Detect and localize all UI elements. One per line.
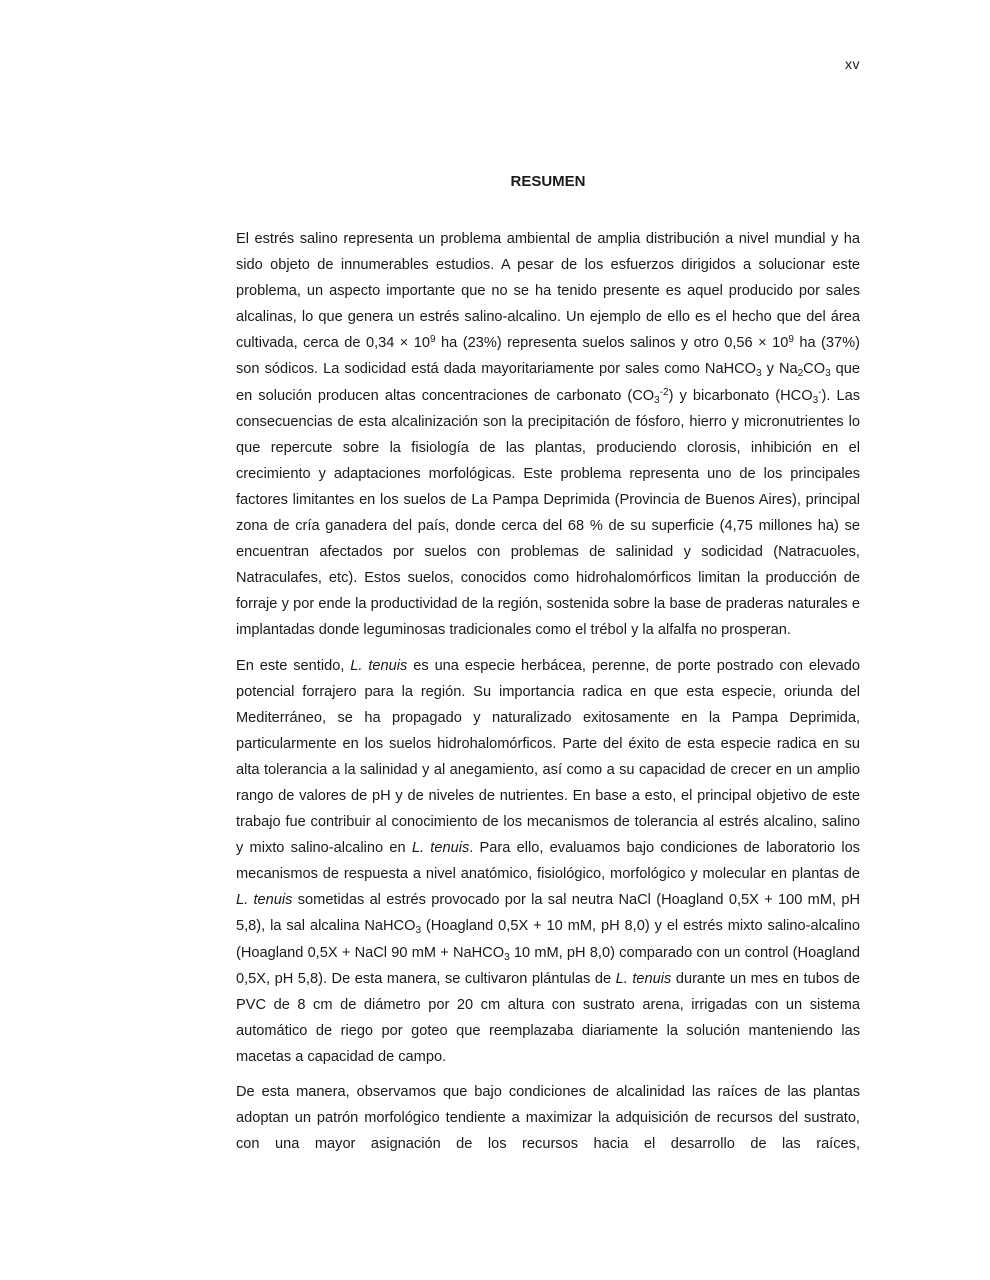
subscript: 2 <box>797 368 804 380</box>
text-run: ha (23%) representa suelos salinos y otro 0,56 × 10 <box>435 335 789 352</box>
paragraph-2 <box>236 653 860 1071</box>
abstract-body <box>236 226 860 1166</box>
species-name: L. tenuis <box>350 657 408 674</box>
paragraph-3 <box>236 1079 860 1157</box>
text-run: CO <box>803 361 826 378</box>
subscript: 3 <box>654 394 660 406</box>
text-run: En este sentido, <box>236 657 351 674</box>
text-run: 10 mM, pH 8,0) comparado con un control (Hoagland 0,5X, pH 5,8). De esta manera, se cultivaron plántulas de <box>236 944 861 987</box>
text-run: durante un mes en tubos de PVC de 8 cm de diámetro por 20 cm altura con sustrato arena, irrigadas con un sistema automático de riego por goteo que reemplazaba diariamente la solución manteniendo las macetas a capacidad de campo. <box>236 970 861 1065</box>
paragraph-1 <box>236 226 860 644</box>
text-run: . Para ello, evaluamos bajo condiciones de laboratorio los mecanismos de respuesta a nivel anatómico, fisiológico, morfológico y molecular en plantas de <box>236 840 860 883</box>
species-name: L. tenuis <box>236 892 293 909</box>
species-name: L. tenuis <box>615 970 672 987</box>
species-name: L. tenuis <box>411 840 470 857</box>
subscript: 3 <box>756 368 762 380</box>
text-run: ) y bicarbonato (HCO <box>668 387 813 404</box>
page-number: xv <box>845 56 860 72</box>
exponent: 9 <box>430 334 436 346</box>
text-run: que en solución producen altas concentraciones de carbonato (CO <box>236 361 861 404</box>
text-run: es una especie herbácea, perenne, de porte postrado con elevado potencial forrajero para la región. Su importancia radica en que esta especie, oriunda del Mediterráneo, se ha propagado y naturalizado exitosamente en la Pampa Deprimida, particularmente en los suelos hidrohalomórficos. Parte del éxito de esta especie radica en su alta tolerancia a la salinidad y al anegamiento, así como a su capacidad de crecer en un amplio rango de valores de pH y de niveles de nutrientes. En base a esto, el principal objetivo de este trabajo fue contribuir al conocimiento de los mecanismos de tolerancia al estrés alcalino, salino y mixto salino-alcalino en <box>236 657 860 857</box>
subscript: 3 <box>812 394 819 406</box>
superscript: - <box>818 386 822 398</box>
text-run: El estrés salino representa un problema ambiental de amplia distribución a nivel mundial y ha sido objeto de innumerables estudios. A pesar de los esfuerzos dirigidos a solucionar este problema, un aspecto importante que no se ha tenido presente es aquel producido por sales alcalinas, lo que genera un estrés salino-alcalino. Un ejemplo de ello es el hecho que del área cultivada, cerca de 0,34 × 10 <box>236 231 860 352</box>
superscript: -2 <box>659 386 669 398</box>
text-run: (Hoagland 0,5X + 10 mM, pH 8,0) y el estrés mixto salino-alcalino (Hoagland 0,5X + NaCl 90 mM + NaHCO <box>236 918 861 961</box>
text-run: y Na <box>761 361 798 378</box>
exponent: 9 <box>788 334 794 346</box>
text-run: De esta manera, observamos que bajo condiciones de alcalinidad las raíces de las plantas adoptan un patrón morfológico tendiente a maximizar la adquisición de recursos del sustrato, con una mayor asignación de los recursos hacia el desarrollo de las raíces, <box>236 1084 860 1153</box>
subscript: 3 <box>415 925 422 937</box>
subscript: 3 <box>504 951 510 963</box>
section-title: RESUMEN <box>510 173 586 190</box>
text-run: ha (37%) son sódicos. La sodicidad está dada mayoritariamente por sales como NaHCO <box>236 335 860 378</box>
text-run: ). Las consecuencias de esta alcalinización son la precipitación de fósforo, hierro y micronutrientes lo que repercute sobre la fisiología de las plantas, produciendo clorosis, inhibición en el crecimiento y adaptaciones morfológicas. Este problema representa uno de los principales factores limitantes en los suelos de La Pampa Deprimida (Provincia de Buenos Aires), principal zona de cría ganadera del país, donde cerca del 68 % de su superficie (4,75 millones ha) se encuentran afectados por suelos con problemas de salinidad y sodicidad (Natracuoles, Natraculafes, etc). Estos suelos, conocidos como hidrohalomórficos limitan la producción de forraje y por ende la productividad de la región, sostenida sobre la base de praderas naturales e implantadas donde leguminosas tradicionales como el trébol y la alfalfa no prosperan. <box>236 387 861 639</box>
subscript: 3 <box>825 368 831 380</box>
text-run: sometidas al estrés provocado por la sal neutra NaCl (Hoagland 0,5X + 100 mM, pH 5,8), la sal alcalina NaHCO <box>236 892 861 935</box>
